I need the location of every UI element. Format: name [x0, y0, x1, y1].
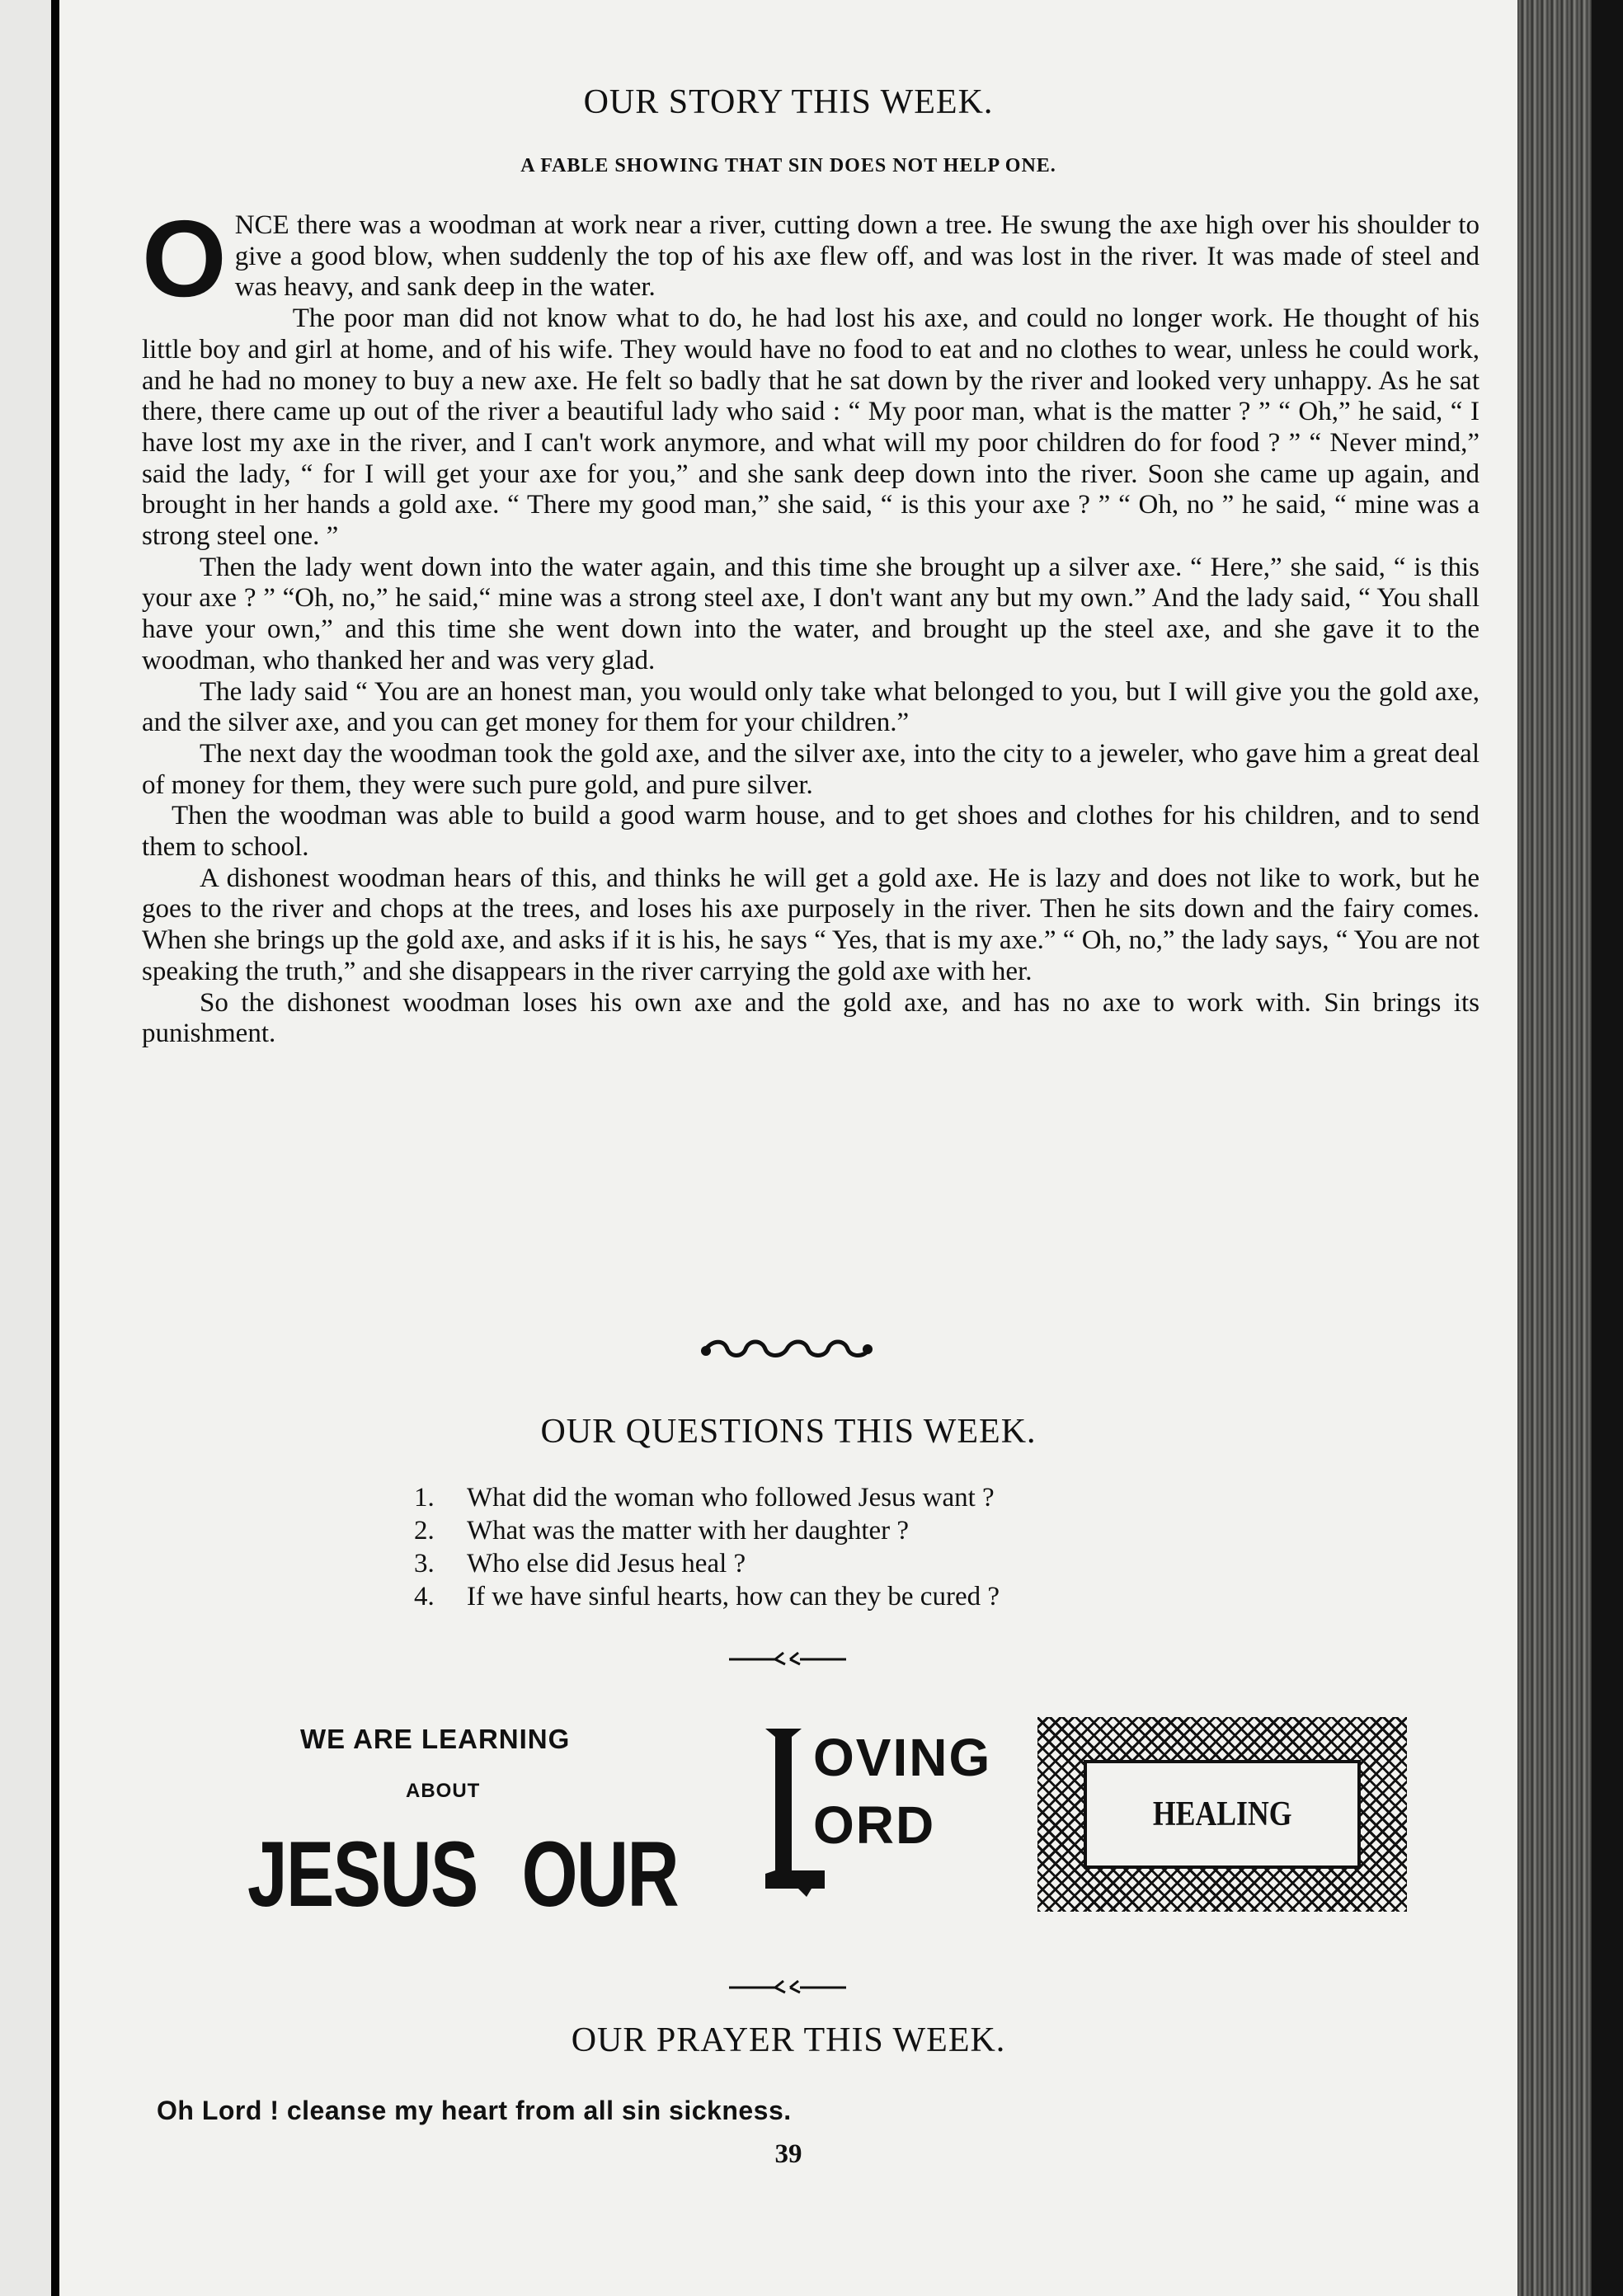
- scroll-ornament-icon: [696, 1333, 877, 1366]
- story-body: [142, 198, 1480, 1050]
- story-paragraph: So the dishonest woodman loses his own axe and the gold axe, and has no axe to work with. Sin brings its punishment.: [142, 987, 1480, 1049]
- question-item: 3. Who else did Jesus heal ?: [414, 1549, 746, 1578]
- questions-title: OUR QUESTIONS THIS WEEK.: [540, 1413, 1037, 1451]
- story-paragraph: Then the woodman was able to build a good warm house, and to get shoes and clothes for his children, and to send them to school.: [142, 801, 1480, 863]
- story-subtitle: A FABLE SHOWING THAT SIN DOES NOT HELP ONE.: [520, 155, 1056, 176]
- divider-flourish-icon: [726, 1976, 849, 1996]
- loving-lord-logo: [760, 1725, 992, 1898]
- story-paragraph: The poor man did not know what to do, he had lost his axe, and could no longer work. He thought of his little boy and girl at home, and of his wife. They would have no food to eat and no clothes to wear, unless he could work, and he had no money to buy a new axe. He felt so badly that he sat down by the river and looked very unhappy. As he sat there, there came up out of the river a beautiful lady who said : “ My poor man, what is the matter ? ” “ Oh,” he said, “ I have lost my axe in the river, and I can't work anymore, and what will my poor children do for food ? ” “ Never mind,” said the lady, “ for I will get your axe for you,” and she sank deep down into the river. Soon she came up again, and brought in her hands a gold axe. “ There my good man,” she said, “ is this your axe ? ” “ Oh, no ” he said, “ mine was a strong steel one. ”: [142, 303, 1480, 552]
- drop-cap: O: [142, 198, 227, 319]
- about-label: ABOUT: [406, 1780, 481, 1802]
- story-title: OUR STORY THIS WEEK.: [583, 83, 994, 121]
- jesus-our-heading: JESUS OUR: [247, 1823, 679, 1926]
- story-paragraph: ONCE there was a woodman at work near a river, cutting down a tree. He swung the axe high over his shoulder to give a good blow, when suddenly the top of his axe flew off, and was lost in the river. It was made of steel and was heavy, and sank deep in the water.: [142, 198, 1480, 319]
- lord-word: ORD: [813, 1795, 936, 1855]
- healing-text: HEALING: [1152, 1795, 1292, 1833]
- story-paragraph: The lady said “ You are an honest man, you would only take what belonged to you, but I will give you the gold axe, and the silver axe, and you can get money for them for your children.”: [142, 676, 1480, 738]
- book-cover-edge: [1592, 0, 1623, 2296]
- question-item: 2. What was the matter with her daughter ?: [414, 1516, 910, 1546]
- question-item: 1. What did the woman who followed Jesus want ?: [414, 1483, 995, 1513]
- story-paragraph: A dishonest woodman hears of this, and thinks he will get a gold axe. He is lazy and does not like to work, but he goes to the river and chops at the trees, and loses his axe purposely in the river. Then he sits down and the fairy comes. When she brings up the gold axe, and asks if it is his, he says “ Yes, that is my axe.” “ Oh, no,” the lady says, “ You are not speaking the truth,” and she disappears in the river carrying the gold axe with her.: [142, 863, 1480, 986]
- book-page: [59, 0, 1517, 2296]
- question-item: 4. If we have sinful hearts, how can they be cured ?: [414, 1582, 1000, 1611]
- left-page-edge: [0, 0, 51, 2296]
- page-number: 39: [774, 2139, 802, 2169]
- story-paragraph: The next day the woodman took the gold axe, and the silver axe, into the city to a jeweler, who gave him a great deal of money for them, they were such pure gold, and pure silver.: [142, 738, 1480, 800]
- healing-box: [1084, 1760, 1361, 1869]
- divider-flourish-icon: [726, 1648, 849, 1668]
- questions-list: [414, 1481, 1239, 1613]
- learning-heading: WE ARE LEARNING: [300, 1724, 571, 1754]
- story-paragraph: Then the lady went down into the water again, and this time she brought up a silver axe. “ Here,” she said, “ is this your axe ? ” “Oh, no,” he said,“ mine was a strong steel axe, I don't want any but my own.” And the lady said, “ You shall have your own,” and this time she went down into the water, and brought up the steel axe, and she gave it to the woodman, who thanked her and was very glad.: [142, 552, 1480, 675]
- loving-word: OVING: [813, 1728, 992, 1787]
- healing-ornamental-frame: [1037, 1717, 1407, 1912]
- prayer-text: Oh Lord ! cleanse my heart from all sin sickness.: [157, 2096, 792, 2125]
- book-gutter: [51, 0, 59, 2296]
- prayer-title: OUR PRAYER THIS WEEK.: [571, 2021, 1006, 2059]
